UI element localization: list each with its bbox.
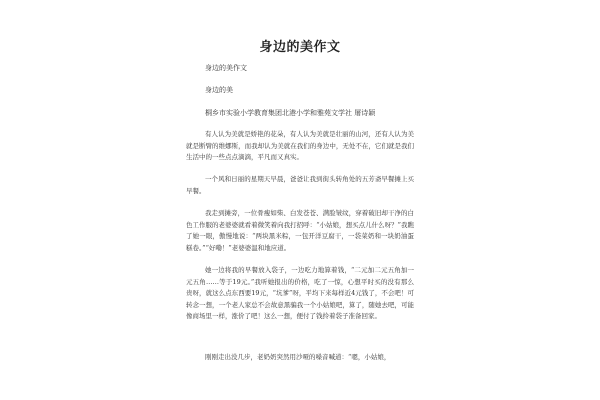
paragraph-4: 她一边将我的早餐放入袋子，一边吃力地算着钱，“二元加二元五角加一元五角……等于19元。”我听她报出的价格，吃了一惊，心想平时买的没有那么贵呀，就这么点东西要19元，“坑爹”呀，平均下来每样近4元钱了，不会吧！可转念一想，一个老人家总不会故意黑骗我一个小姑娘吧，算了，随她去吧，可能像商场里一样，涨价了吧！这么一想，便付了钱拎着袋子准备回家。 — [186, 266, 414, 320]
paragraph-1: 有人认为美就是娇艳的花朵，有人认为美就是壮丽的山河，还有人认为美就是断臂的维娜斯，而我却认为美就在我们的身边中，无处不在，它们就是我们生活中的一些点点滴滴，平凡而又真实。 — [186, 130, 414, 161]
essay-heading: 身边的美 — [205, 86, 233, 94]
author-line: 桐乡市实验小学教育集团北港小学和雅苑文学社 屠诗颖 — [205, 109, 376, 117]
paragraph-2: 一个风和日丽的星期天早晨，爸爸让我到街头转角处的五芳斋早餐摊上买早餐。 — [186, 175, 414, 195]
paragraph-5: 刚刚走出没几步，老奶奶突然用沙哑的嗓音喊道：“嗯，小姑娘， — [205, 353, 391, 361]
document-title: 身边的美作文 — [259, 40, 341, 55]
paragraph-3: 我走到摊旁，一位骨瘦如柴、白发苍苍、满脸皱纹，穿着破旧却干净的白色工作服的老婆婆就看着微笑着向我打招呼：“小姑娘，想买点儿什么呀？”我瞧了她一眼，傲慢地说：“两块黑米粽，一包开洋豆腐干，一袋菜奶和一块奶油蛋糕卷。”“好嘞！”老婆婆温和地应道。 — [186, 209, 414, 252]
document-subtitle: 身边的美作文 — [205, 64, 247, 72]
